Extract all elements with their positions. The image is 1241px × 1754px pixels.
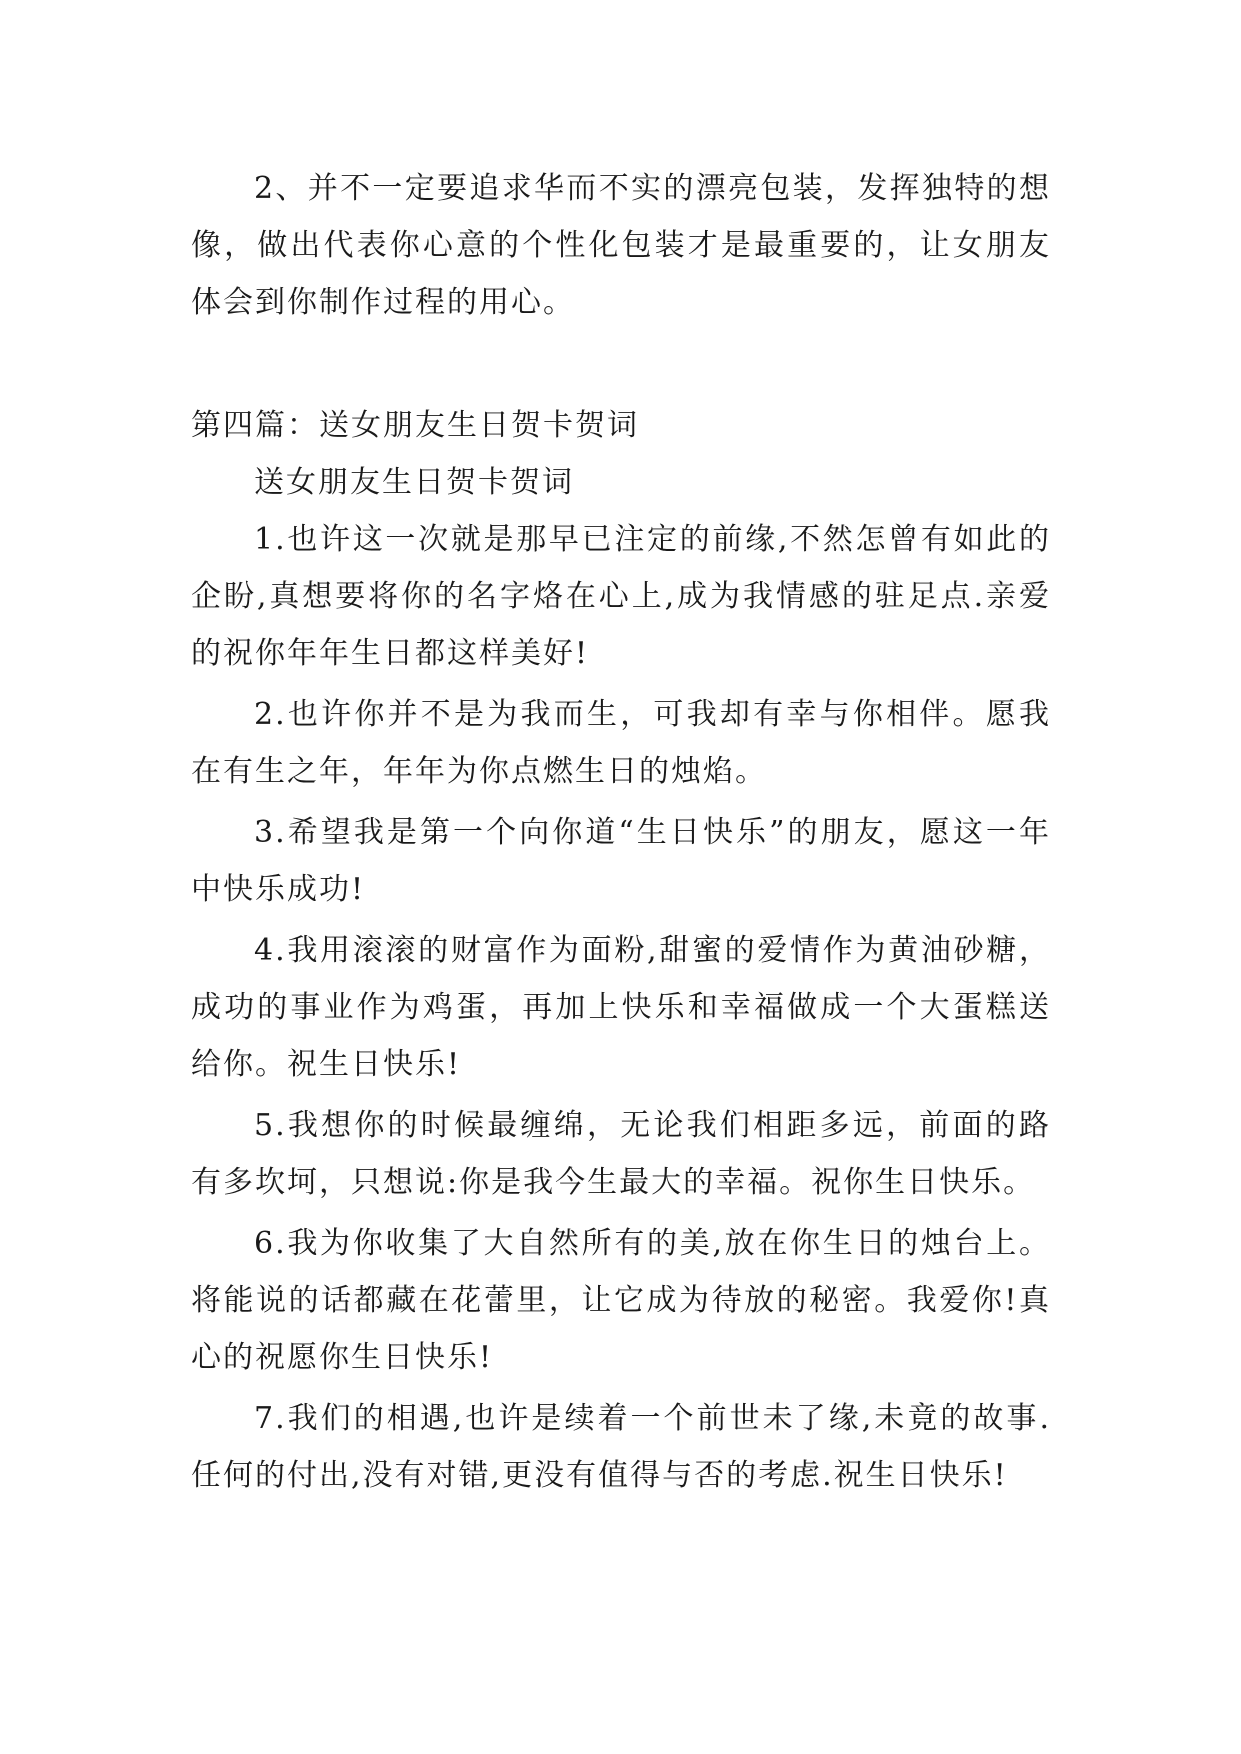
wish-item-3: 3.希望我是第一个向你道“生日快乐”的朋友，愿这一年中快乐成功! — [191, 815, 1051, 907]
document-body — [191, 160, 1051, 1504]
section-subtitle: 送女朋友生日贺卡贺词 — [254, 465, 574, 500]
wish-item-5: 5.我想你的时候最缠绵，无论我们相距多远，前面的路有多坎坷，只想说:你是我今生最大的幸福。祝你生日快乐。 — [191, 1108, 1051, 1200]
wish-item-2: 2.也许你并不是为我而生，可我却有幸与你相伴。愿我在有生之年，年年为你点燃生日的烛焰。 — [191, 697, 1051, 789]
wish-item-6: 6.我为你收集了大自然所有的美,放在你生日的烛台上。将能说的话都藏在花蕾里，让它成为待放的秘密。我爱你!真心的祝愿你生日快乐! — [191, 1226, 1051, 1375]
intro-paragraph: 2、并不一定要追求华而不实的漂亮包装，发挥独特的想像，做出代表你心意的个性化包装才是最重要的，让女朋友体会到你制作过程的用心。 — [191, 171, 1051, 320]
section-heading: 第四篇：送女朋友生日贺卡贺词 — [191, 408, 639, 443]
wish-item-7: 7.我们的相遇,也许是续着一个前世未了缘,未竟的故事.任何的付出,没有对错,更没有值得与否的考虑.祝生日快乐! — [191, 1401, 1051, 1493]
wish-item-1: 1.也许这一次就是那早已注定的前缘,不然怎曾有如此的企盼,真想要将你的名字烙在心上,成为我情感的驻足点.亲爱的祝你年年生日都这样美好! — [191, 522, 1051, 671]
wish-item-4: 4.我用滚滚的财富作为面粉,甜蜜的爱情作为黄油砂糖，成功的事业作为鸡蛋，再加上快乐和幸福做成一个大蛋糕送给你。祝生日快乐! — [191, 933, 1051, 1082]
